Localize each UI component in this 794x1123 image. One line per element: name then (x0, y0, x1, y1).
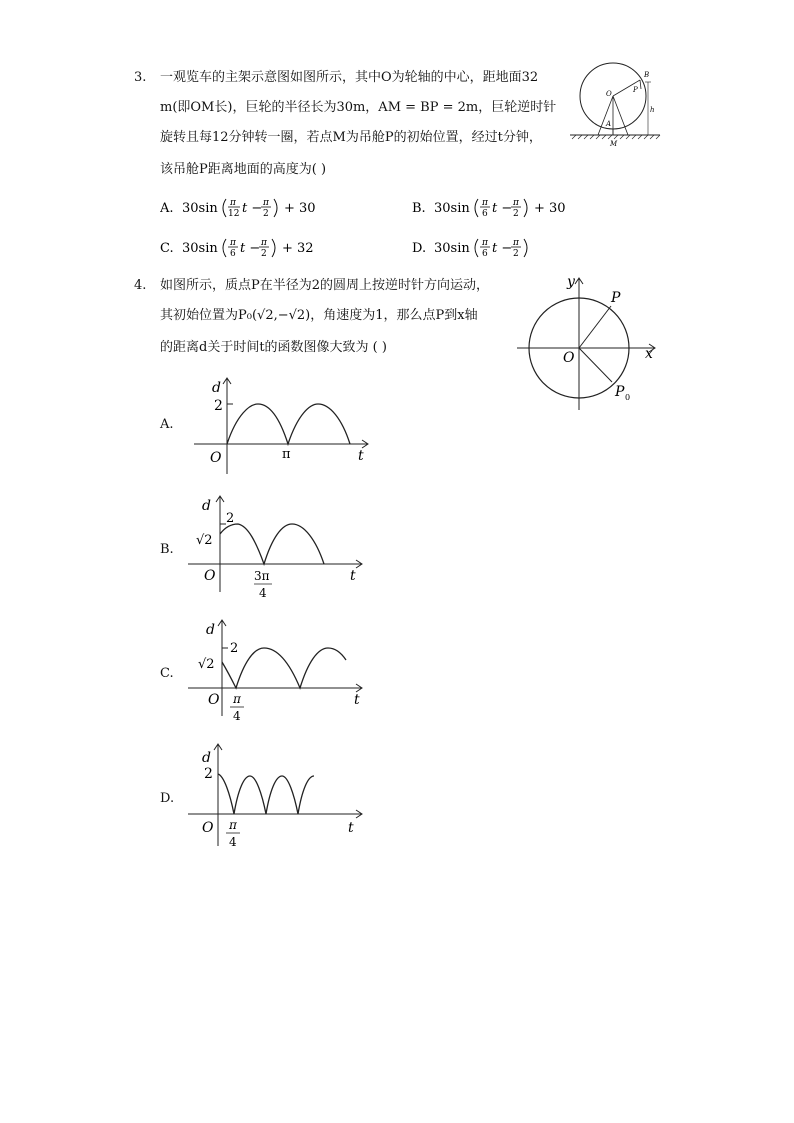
graph-b (186, 492, 370, 604)
question-number: 4. (134, 278, 147, 293)
option-label: D. (160, 791, 175, 806)
label-P0-sub: 0 (625, 393, 631, 402)
label-P: P (633, 86, 638, 94)
tick-pi: π (282, 447, 291, 462)
graph-c (186, 616, 370, 728)
frac-den: 6 (482, 249, 488, 259)
option-label: C. (160, 666, 174, 681)
option-mid: t − (492, 201, 513, 216)
frac2-den: 2 (513, 249, 519, 259)
tick-sqrt2: √2 (198, 657, 215, 672)
question-text-line: m(即OM长)，巨轮的半径长为30m，AM = BP = 2m，巨轮逆时针 (160, 100, 557, 115)
frac-num: π (482, 198, 488, 208)
label-h: h (650, 106, 655, 114)
label-P: P (611, 290, 621, 306)
tick-2: 2 (204, 766, 213, 782)
question-text-line: 其初始位置为P₀(√2,−√2)，角速度为1，那么点P到x轴 (160, 308, 478, 323)
frac-num: π (482, 238, 488, 248)
axis-label-d: d (212, 380, 221, 396)
label-O: O (606, 90, 612, 98)
frac2-num: π (513, 198, 519, 208)
frac-den: 6 (482, 209, 488, 219)
frac-num: π (230, 198, 236, 208)
label-O: O (563, 350, 575, 366)
tick-frac-num: 3π (254, 569, 270, 583)
axis-label-t: t (354, 692, 360, 708)
frac-num: π (230, 238, 236, 248)
option-label: A. (160, 201, 174, 216)
tick-2: 2 (214, 398, 223, 414)
option-mid: t − (242, 201, 263, 216)
option-d[interactable] (412, 236, 612, 264)
origin-O: O (202, 820, 214, 836)
option-suffix: + 30 (284, 201, 316, 216)
option-label: C. (160, 241, 174, 256)
frac-den: 12 (228, 209, 240, 219)
tick-frac-den: 4 (233, 709, 241, 723)
option-c[interactable] (160, 236, 360, 264)
tick-frac-den: 4 (229, 835, 237, 849)
option-label: D. (412, 241, 427, 256)
question-text-line: 一观览车的主架示意图如图所示，其中O为轮轴的中心，距地面32 (160, 70, 539, 85)
frac2-num: π (261, 238, 267, 248)
option-prefix: 30sin (434, 241, 470, 256)
tick-2: 2 (226, 511, 235, 526)
option-label: A. (160, 417, 174, 432)
option-prefix: 30sin (434, 201, 470, 216)
option-label: B. (160, 542, 174, 557)
label-B: B (644, 71, 650, 79)
option-mid: t − (240, 241, 261, 256)
axis-label-t: t (350, 568, 356, 584)
tick-frac-num: π (233, 692, 241, 706)
axis-label-t: t (358, 448, 364, 464)
axis-label-d: d (206, 622, 215, 638)
option-label: B. (412, 201, 426, 216)
axis-label-d: d (202, 498, 211, 514)
frac2-num: π (263, 198, 269, 208)
question-text-line: 旋转且每12分钟转一圈，若点M为吊舱P的初始位置，经过t分钟， (160, 130, 542, 145)
option-prefix: 30sin (182, 241, 218, 256)
ferris-wheel-figure (568, 58, 664, 148)
frac2-num: π (513, 238, 519, 248)
label-A: A (606, 120, 612, 128)
option-prefix: 30sin (182, 201, 218, 216)
question-text-line: 该吊舱P距离地面的高度为( ) (160, 162, 327, 177)
tick-frac-den: 4 (259, 586, 267, 600)
graph-d (186, 740, 370, 852)
label-y: y (567, 274, 575, 290)
option-a[interactable] (160, 196, 360, 224)
label-M: M (610, 140, 618, 148)
graph-a (192, 374, 376, 484)
tick-sqrt2: √2 (196, 533, 213, 548)
option-suffix: + 30 (534, 201, 566, 216)
frac2-den: 2 (513, 209, 519, 219)
frac-den: 6 (230, 249, 236, 259)
origin-O: O (204, 568, 216, 584)
label-P0: P (615, 384, 625, 400)
circle-figure (515, 272, 665, 412)
label-x: x (645, 346, 653, 362)
tick-2: 2 (230, 641, 239, 656)
option-b[interactable] (412, 196, 612, 224)
axis-label-t: t (348, 820, 354, 836)
tick-frac-num: π (229, 818, 237, 832)
question-number: 3. (134, 70, 147, 85)
frac2-den: 2 (261, 249, 267, 259)
frac2-den: 2 (263, 209, 269, 219)
question-text-line: 如图所示，质点P在半径为2的圆周上按逆时针方向运动， (160, 278, 490, 293)
option-mid: t − (492, 241, 513, 256)
origin-O: O (210, 450, 222, 466)
question-text-line: 的距离d关于时间t的函数图像大致为 ( ) (160, 340, 387, 355)
origin-O: O (208, 692, 220, 708)
axis-label-d: d (202, 750, 211, 766)
option-suffix: + 32 (282, 241, 314, 256)
